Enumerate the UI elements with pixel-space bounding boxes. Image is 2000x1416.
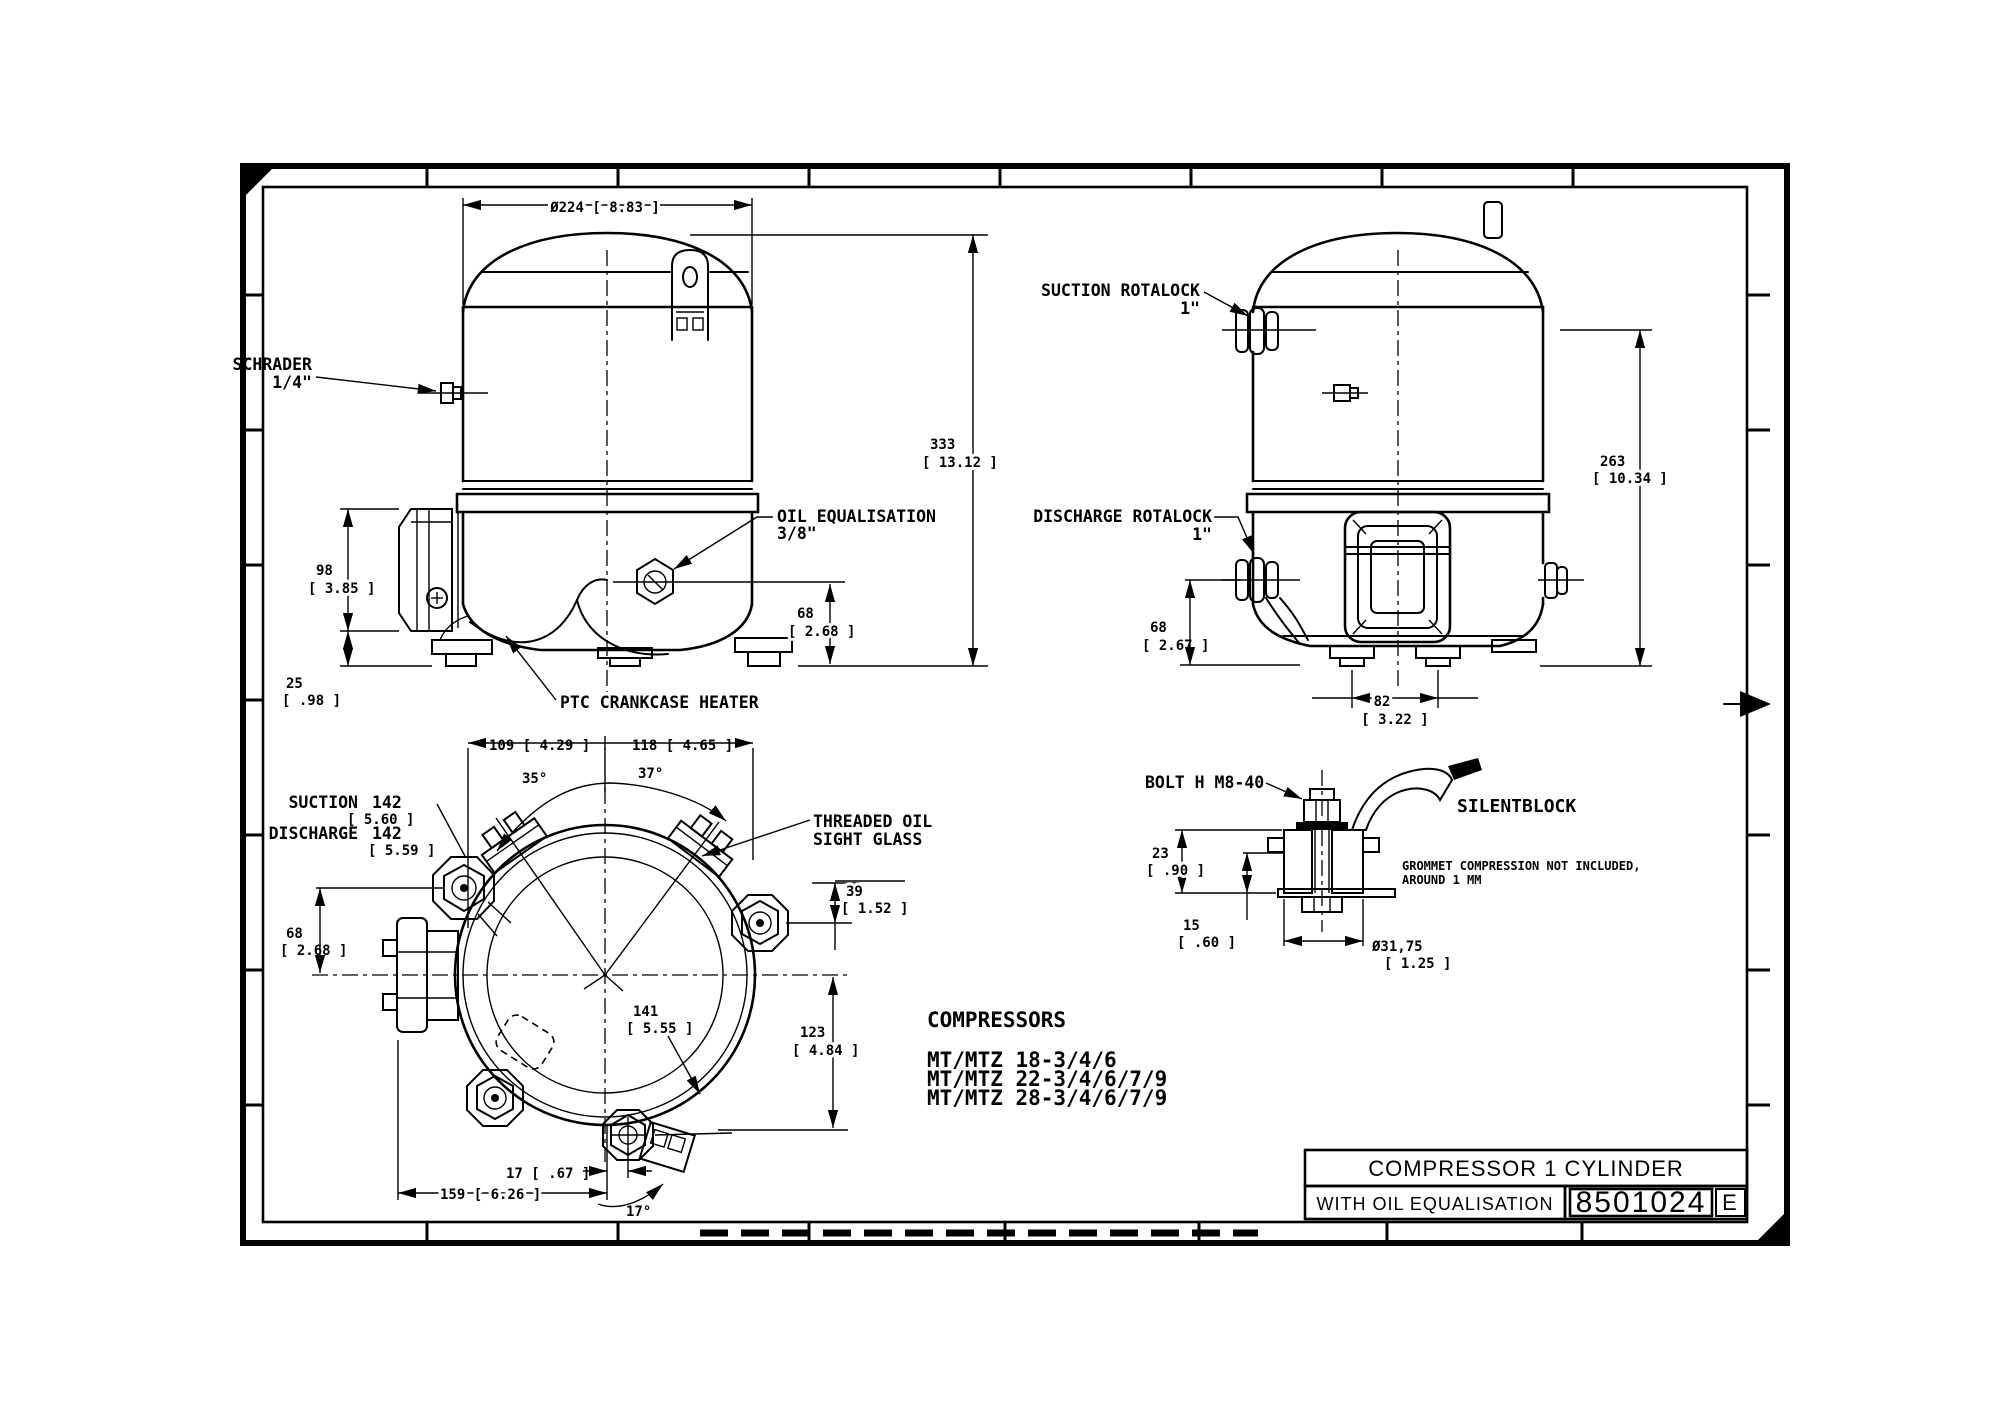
- dim-front-height: [690, 235, 998, 666]
- dim-text-23-in: [ .90 ]: [1146, 863, 1206, 879]
- top-view: [269, 736, 933, 1220]
- silentblock-title: SILENTBLOCK: [1457, 796, 1577, 817]
- dim-text-35deg: 35°: [522, 771, 548, 787]
- compressor-model-2: MT/MTZ 22-3/4/6/7/9: [927, 1067, 1168, 1091]
- title-block: [1305, 1150, 1747, 1219]
- ptc-heater-label: PTC CRANKCASE HEATER: [560, 693, 759, 712]
- dim-text-dia3175-in: [ 1.25 ]: [1384, 956, 1452, 972]
- dim-text-15: 15: [1183, 918, 1200, 934]
- side-view: [1033, 202, 1668, 728]
- dim-text-25: 25: [286, 676, 303, 692]
- dim-text-98: 98: [316, 563, 333, 579]
- top-suction-in: [ 5.60 ]: [347, 812, 415, 828]
- top-suction-label: SUCTION: [288, 793, 358, 812]
- compressor-model-3: MT/MTZ 28-3/4/6/7/9: [927, 1086, 1168, 1110]
- silentblock-detail: [1145, 758, 1640, 972]
- dim-top-foot-offset: [280, 888, 444, 973]
- dim-text-141-in: [ 5.55 ]: [626, 1021, 694, 1037]
- dim-top-port-distances: [269, 793, 466, 859]
- dim-text-68: 68: [797, 606, 814, 622]
- zone-ticks-top: [427, 166, 1573, 187]
- dim-text-82-in: [ 3.22 ]: [1361, 712, 1429, 728]
- oil-equalisation-size-label: 3/8": [777, 524, 817, 543]
- discharge-rotalock-label: DISCHARGE ROTALOCK: [1033, 507, 1212, 526]
- title-block-revision: E: [1722, 1190, 1738, 1215]
- oil-equalisation-label: OIL EQUALISATION: [777, 507, 936, 526]
- title-block-title: COMPRESSOR 1 CYLINDER: [1368, 1156, 1684, 1181]
- suction-rotalock-fitting: [1222, 308, 1316, 354]
- dim-text-263-in: [ 10.34 ]: [1592, 471, 1668, 487]
- front-feet: [432, 616, 792, 666]
- dim-text-15-in: [ .60 ]: [1177, 935, 1237, 951]
- dim-text-118: 118 [ 4.65 ]: [632, 738, 734, 754]
- sight-glass-label-line1: THREADED OIL: [813, 812, 933, 831]
- dim-text-109: 109 [ 4.29 ]: [489, 738, 591, 754]
- dim-text-98-in: [ 3.85 ]: [308, 581, 376, 597]
- top-suction-mm: 142: [372, 793, 402, 812]
- corner-fold-mark-bottom-right: [1752, 1208, 1790, 1246]
- side-right-fitting: [1538, 563, 1584, 598]
- dim-text-68b: 68: [1150, 620, 1167, 636]
- dim-text-39-in: [ 1.52 ]: [841, 901, 909, 917]
- dim-text-23: 23: [1152, 846, 1169, 862]
- dim-text-68b-in: [ 2.67 ]: [1142, 638, 1210, 654]
- top-discharge-port: [668, 808, 742, 877]
- side-plug-fitting: [1322, 385, 1368, 401]
- dim-text-17: 17 [ .67 ]: [506, 1166, 591, 1182]
- dim-text-82: 82: [1373, 694, 1391, 710]
- front-view: [233, 198, 998, 712]
- dim-text-263: 263: [1600, 454, 1626, 470]
- dim-text-333: 333: [930, 437, 956, 453]
- dim-foot-height: [282, 631, 432, 709]
- dim-text-123: 123: [800, 1025, 826, 1041]
- grommet-note-line2: AROUND 1 MM: [1402, 873, 1482, 887]
- top-discharge-in: [ 5.59 ]: [368, 843, 436, 859]
- dim-text-159: 159 [ 6.26 ]: [440, 1187, 542, 1203]
- dim-text-123-in: [ 4.84 ]: [792, 1043, 860, 1059]
- silentblock-grommet: [1268, 830, 1379, 893]
- dim-text-68-in: [ 2.68 ]: [788, 624, 856, 640]
- dim-text-top68-in: [ 2.68 ]: [280, 943, 348, 959]
- terminal-box: [399, 509, 458, 631]
- top-foot-bottom: [603, 1110, 732, 1172]
- bolt-label: BOLT H M8-40: [1145, 773, 1265, 792]
- title-block-drawing-number: 8501024: [1575, 1186, 1707, 1219]
- top-discharge-mm: 142: [372, 824, 402, 843]
- sight-glass-label-line2: SIGHT GLASS: [813, 830, 923, 849]
- discharge-rotalock-size: 1": [1192, 525, 1212, 544]
- schrader-size-label: 1/4": [272, 373, 312, 392]
- front-lifting-clip: [672, 250, 708, 340]
- dim-text-dia3175: Ø31,75: [1372, 939, 1423, 955]
- suction-rotalock-size: 1": [1180, 299, 1200, 318]
- schrader-label: SCHRADER: [232, 355, 312, 374]
- dim-side-height: [1540, 330, 1668, 666]
- dim-text-39: 39: [846, 884, 863, 900]
- front-baseplate-curve: [470, 579, 607, 642]
- top-hidden-component: [492, 1011, 557, 1072]
- dim-side-discharge-height: [1142, 580, 1300, 665]
- dim-top-123: [718, 977, 859, 1130]
- compressors-heading: COMPRESSORS: [927, 1008, 1067, 1032]
- dim-text-37deg: 37°: [638, 766, 664, 782]
- dim-side-foot-span: [1312, 670, 1478, 728]
- dim-top-widths: [468, 736, 753, 928]
- dim-silentblock-dia: [1284, 899, 1451, 972]
- side-lifting-tab: [1484, 202, 1502, 238]
- dim-terminal-box-height: [308, 509, 399, 631]
- dim-text-141: 141: [633, 1004, 659, 1020]
- dim-top-39: [786, 881, 908, 950]
- dim-text-17deg: 17°: [626, 1204, 652, 1220]
- schrader-fitting: [420, 383, 488, 403]
- top-foot-right: [732, 895, 788, 951]
- dim-text-dia224: Ø224 [ 8.83 ]: [550, 200, 660, 216]
- dim-text-25-in: [ .98 ]: [282, 693, 342, 709]
- dim-text-top68: 68: [286, 926, 303, 942]
- compressor-model-1: MT/MTZ 18-3/4/6: [927, 1048, 1117, 1072]
- dim-top-141: [626, 1004, 700, 1094]
- silentblock-foot-bracket: [1352, 758, 1482, 830]
- discharge-rotalock-fitting: [1222, 558, 1308, 644]
- centering-arrow-right: [1724, 691, 1771, 717]
- dim-silentblock-23: [1146, 830, 1282, 893]
- grommet-note-line1: GROMMET COMPRESSION NOT INCLUDED,: [1402, 859, 1641, 873]
- compressors-note: [927, 1008, 1167, 1110]
- dim-text-333-in: [ 13.12 ]: [922, 455, 998, 471]
- top-discharge-label: DISCHARGE: [268, 824, 358, 843]
- suction-rotalock-label: SUCTION ROTALOCK: [1041, 281, 1200, 300]
- corner-fold-mark-top-left: [240, 163, 278, 201]
- title-block-subtitle: WITH OIL EQUALISATION: [1316, 1194, 1554, 1214]
